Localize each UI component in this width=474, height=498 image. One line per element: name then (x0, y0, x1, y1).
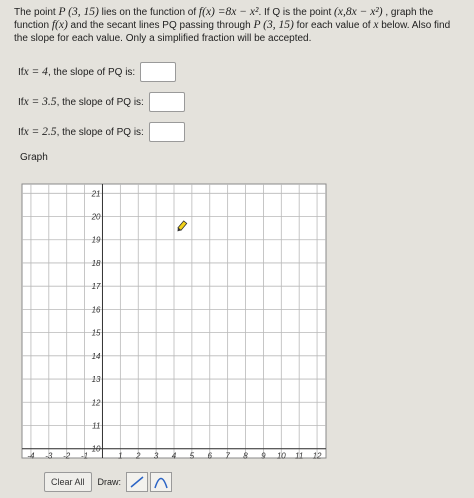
parabola-tool-icon (153, 475, 169, 489)
slope-answer-input-2[interactable] (149, 92, 185, 112)
y-tick-label: 10 (91, 444, 101, 454)
y-tick-label: 12 (91, 398, 101, 408)
x-tick-label: 5 (189, 451, 195, 461)
y-tick-label: 14 (91, 351, 101, 361)
y-tick-label: 18 (91, 258, 101, 268)
graph-toolbar (44, 471, 172, 493)
slope-answer-input-3[interactable] (149, 122, 185, 142)
parabola-tool-button[interactable] (150, 472, 172, 492)
x-tick-label: -1 (81, 451, 89, 461)
x-tick-label: 9 (261, 451, 266, 461)
y-tick-label: 15 (91, 328, 101, 338)
problem-statement: The point P (3, 15) lies on the function of f(x) =8x − x². If Q is the point (x,8x − x²) , graph the function f(x) and the secant lines PQ passing through P (3, 15) for each value of x below. Also find the slope for each value. Only a simplified fraction will be accepted. (14, 6, 451, 44)
y-tick-label: 21 (91, 189, 101, 199)
y-tick-label: 13 (91, 375, 101, 385)
x-tick-label: 11 (295, 451, 304, 461)
x-tick-label: 6 (207, 451, 212, 461)
draw-label: Draw: (97, 477, 122, 487)
answer-row-1: If x = 4 , the slope of PQ is: (18, 62, 176, 82)
slope-answer-input-1[interactable] (140, 62, 176, 82)
graph-label: Graph (20, 152, 48, 163)
x-tick-label: -2 (63, 451, 71, 461)
graph-area[interactable] (14, 176, 332, 466)
x-tick-label: 7 (225, 451, 230, 461)
line-tool-button[interactable] (126, 472, 148, 492)
answer-row-3: If x = 2.5 , the slope of PQ is: (18, 122, 185, 142)
x-tick-label: 1 (118, 451, 123, 461)
x-tick-label: -3 (45, 451, 53, 461)
x-tick-label: 3 (153, 451, 159, 461)
y-tick-label: 19 (91, 235, 101, 245)
y-tick-label: 11 (92, 421, 101, 431)
y-tick-label: 16 (91, 305, 101, 315)
x-tick-label: 8 (243, 451, 248, 461)
y-tick-label: 20 (91, 212, 101, 222)
x-tick-label: 10 (276, 451, 286, 461)
graph-canvas[interactable] (14, 176, 332, 466)
answer-row-2: If x = 3.5 , the slope of PQ is: (18, 92, 185, 112)
y-tick-label: 17 (91, 282, 101, 292)
x-tick-label: 4 (171, 451, 177, 461)
x-tick-label: 12 (312, 451, 322, 461)
clear-all-button[interactable]: Clear All (44, 472, 92, 492)
x-tick-label: -4 (27, 451, 35, 461)
line-tool-icon (129, 475, 145, 489)
x-tick-label: 2 (136, 451, 141, 461)
